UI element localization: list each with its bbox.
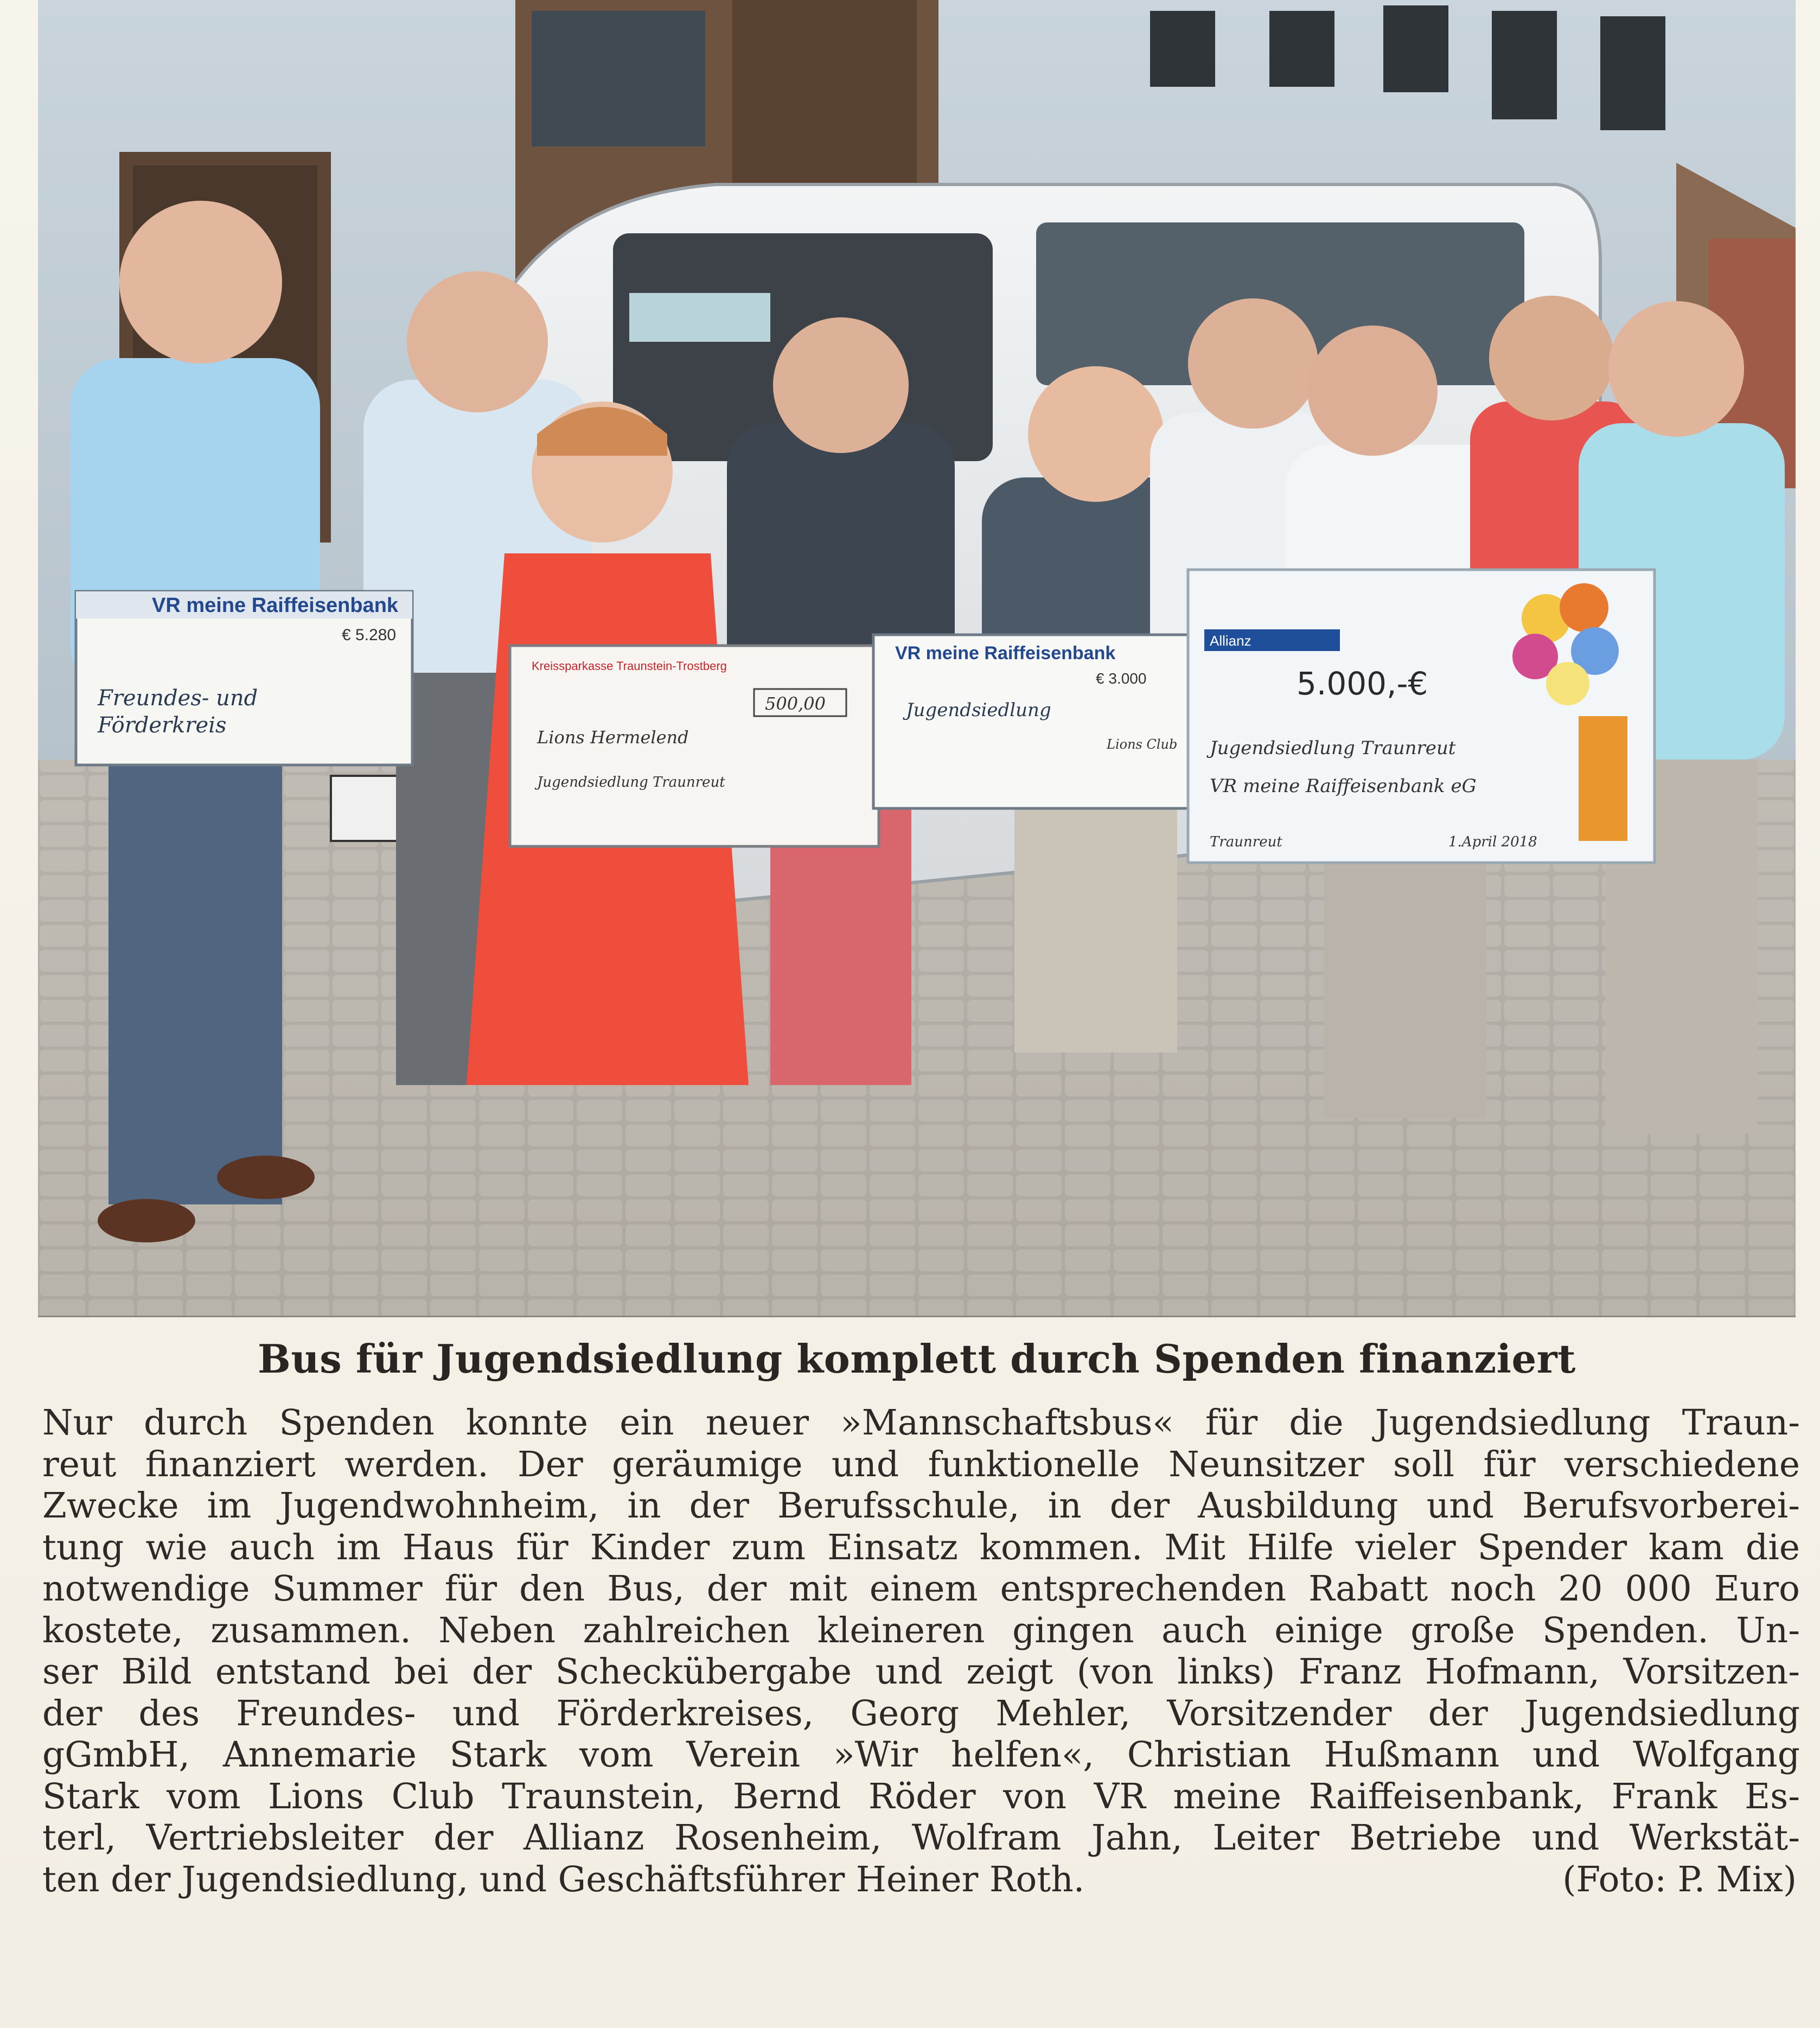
group-photo-icon: [38, 0, 1796, 1316]
article-body: [42, 1402, 1800, 1901]
body-line: ten der Jugendsiedlung, und Geschäftsführer Heiner Roth.: [42, 1859, 1085, 1900]
svg-text:Jugendsiedlung: Jugendsiedlung: [906, 699, 1051, 721]
body-line: Nur durch Spenden konnte ein neuer »Mannschaftsbus« für die Jugendsiedlung Traun-: [42, 1402, 1800, 1443]
check-freundeskreis: [76, 591, 412, 765]
svg-text:VR meine Raiffeisenbank eG: VR meine Raiffeisenbank eG: [1210, 775, 1477, 797]
body-line: gGmbH, Annemarie Stark vom Verein »Wir helfen«, Christian Hußmann und Wolfgang: [42, 1734, 1800, 1775]
body-line: Zwecke im Jugendwohnheim, in der Berufsschule, in der Ausbildung und Berufsvorberei-: [42, 1485, 1800, 1526]
body-line: reut finanziert werden. Der geräumige und funktionelle Neunsitzer soll für verschiedene: [42, 1444, 1800, 1485]
body-line: notwendige Summer für den Bus, der mit einem entsprechenden Rabatt noch 20 000 Euro: [42, 1568, 1800, 1609]
svg-text:Allianz: Allianz: [1210, 633, 1251, 649]
svg-text:Jugendsiedlung Traunreut: Jugendsiedlung Traunreut: [1210, 737, 1456, 759]
svg-text:5.000,-€: 5.000,-€: [1297, 665, 1428, 702]
body-last-line: [42, 1859, 1800, 1901]
body-line: kostete, zusammen. Neben zahlreichen kleineren gingen auch einige große Spenden. Un-: [42, 1610, 1800, 1651]
svg-text:VR meine Raiffeisenbank: VR meine Raiffeisenbank: [152, 594, 399, 617]
article-photo: [38, 0, 1796, 1317]
svg-text:Förderkreis: Förderkreis: [98, 713, 227, 738]
svg-text:Lions Club: Lions Club: [1107, 737, 1178, 752]
body-line: tung wie auch im Haus für Kinder zum Einsatz kommen. Mit Hilfe vieler Spender kam die: [42, 1527, 1800, 1568]
svg-text:Jugendsiedlung Traunreut: Jugendsiedlung Traunreut: [537, 774, 725, 790]
svg-text:Freundes- und: Freundes- und: [98, 686, 258, 711]
body-line: der des Freundes- und Förderkreises, Georg Mehler, Vorsitzender der Jugendsiedlung: [42, 1693, 1800, 1734]
check-lions-club: [873, 635, 1199, 808]
body-line: Stark vom Lions Club Traunstein, Bernd Röder von VR meine Raiffeisenbank, Frank Es-: [42, 1776, 1800, 1817]
svg-text:500,00: 500,00: [765, 693, 826, 714]
svg-text:Traunreut: Traunreut: [1210, 834, 1282, 850]
check-wir-helfen: [510, 646, 879, 846]
body-line: terl, Vertriebsleiter der Allianz Rosenheim, Wolfram Jahn, Leiter Betriebe und Werkstät-: [42, 1817, 1800, 1858]
body-line: ser Bild entstand bei der Scheckübergabe und zeigt (von links) Franz Hofmann, Vorsitzen-: [42, 1651, 1800, 1692]
svg-text:Lions Hermelend: Lions Hermelend: [537, 727, 689, 748]
svg-text:VR meine Raiffeisenbank: VR meine Raiffeisenbank: [895, 643, 1116, 664]
svg-text:Kreissparkasse Traunstein-Tros: Kreissparkasse Traunstein-Trostberg: [532, 659, 727, 673]
svg-text:€ 5.280: € 5.280: [342, 626, 397, 644]
article-headline: Bus für Jugendsiedlung komplett durch Spenden finanziert: [258, 1336, 1576, 1382]
photo-credit: (Foto: P. Mix): [1562, 1859, 1797, 1900]
svg-text:€ 3.000: € 3.000: [1096, 670, 1147, 687]
check-allianz: [1188, 570, 1655, 863]
svg-text:1.April 2018: 1.April 2018: [1448, 834, 1537, 850]
